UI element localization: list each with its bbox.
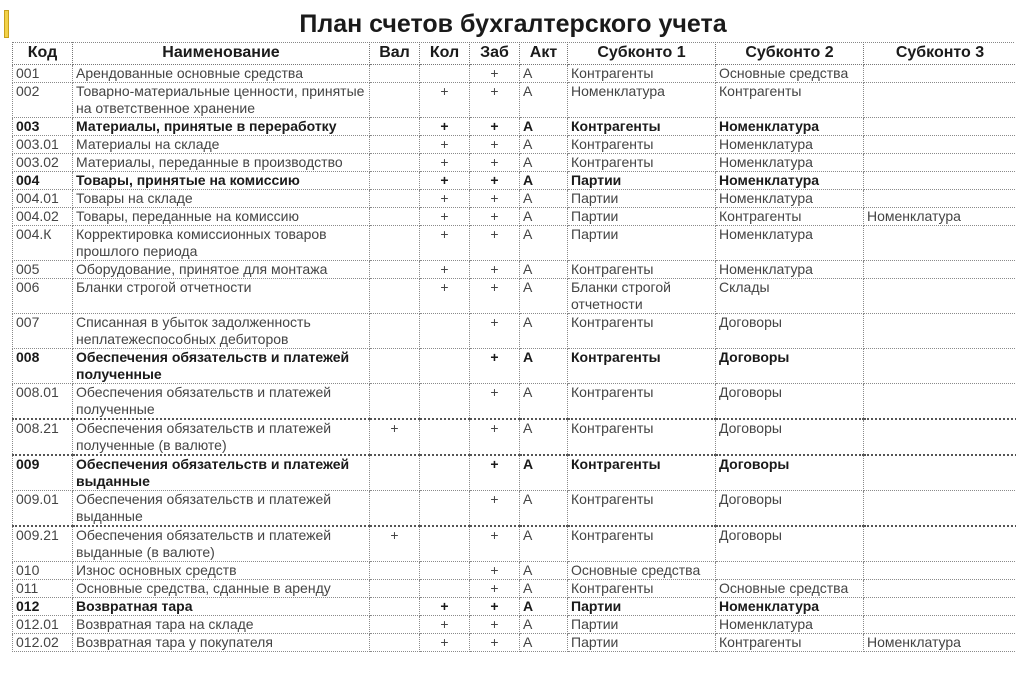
cell-subconto-1[interactable]: Партии (568, 598, 716, 616)
cell-type[interactable]: А (520, 208, 568, 226)
cell-currency[interactable] (370, 154, 420, 172)
cell-currency[interactable] (370, 226, 420, 261)
cell-type[interactable]: А (520, 279, 568, 314)
cell-code[interactable]: 006 (13, 279, 73, 314)
table-row (13, 455, 1016, 491)
cell-quantity[interactable] (420, 384, 470, 420)
cell-off-balance[interactable]: + (470, 279, 520, 314)
cell-subconto-3[interactable] (864, 172, 1016, 190)
column-header-subconto-3[interactable]: Субконто 3 (864, 42, 1016, 65)
table-row (13, 526, 1016, 562)
cell-name[interactable]: Обеспечения обязательств и платежей полученные (в валюте) (73, 419, 370, 455)
cell-currency[interactable]: + (370, 526, 420, 562)
cell-subconto-1[interactable]: Номенклатура (568, 83, 716, 118)
cell-subconto-3[interactable] (864, 154, 1016, 172)
cell-code[interactable]: 004.01 (13, 190, 73, 208)
cell-currency[interactable] (370, 491, 420, 527)
cell-subconto-1[interactable]: Партии (568, 616, 716, 634)
cell-subconto-2[interactable]: Договоры (716, 491, 864, 527)
cell-type[interactable]: А (520, 419, 568, 455)
cell-type[interactable]: А (520, 261, 568, 279)
cell-quantity[interactable]: + (420, 154, 470, 172)
cell-currency[interactable] (370, 314, 420, 349)
cell-currency[interactable] (370, 65, 420, 83)
cell-code[interactable]: 008.21 (13, 419, 73, 455)
cell-subconto-2[interactable]: Контрагенты (716, 634, 864, 652)
cell-subconto-2[interactable]: Основные средства (716, 580, 864, 598)
cell-name[interactable]: Возвратная тара (73, 598, 370, 616)
column-header-currency[interactable]: Вал (370, 42, 420, 65)
cell-type[interactable]: А (520, 226, 568, 261)
cell-subconto-2[interactable]: Основные средства (716, 65, 864, 83)
cell-name[interactable]: Материалы, переданные в производство (73, 154, 370, 172)
cell-quantity[interactable] (420, 562, 470, 580)
cell-off-balance[interactable]: + (470, 154, 520, 172)
cell-type[interactable]: А (520, 491, 568, 527)
cell-currency[interactable] (370, 261, 420, 279)
cell-currency[interactable]: + (370, 419, 420, 455)
cell-type[interactable]: А (520, 172, 568, 190)
cell-name[interactable]: Оборудование, принятое для монтажа (73, 261, 370, 279)
cell-code[interactable]: 007 (13, 314, 73, 349)
cell-currency[interactable] (370, 616, 420, 634)
cell-name[interactable]: Обеспечения обязательств и платежей полученные (73, 349, 370, 384)
cell-code[interactable]: 009.21 (13, 526, 73, 562)
table-row (13, 562, 1016, 580)
cell-currency[interactable] (370, 634, 420, 652)
cell-subconto-1[interactable]: Бланки строгой отчетности (568, 279, 716, 314)
cell-off-balance[interactable]: + (470, 491, 520, 527)
active-cell-marker[interactable] (4, 10, 9, 38)
column-header-off-balance[interactable]: Заб (470, 42, 520, 65)
column-header-quantity[interactable]: Кол (420, 42, 470, 65)
cell-type[interactable]: А (520, 384, 568, 420)
cell-subconto-2[interactable]: Номенклатура (716, 154, 864, 172)
cell-type[interactable]: А (520, 455, 568, 491)
cell-currency[interactable] (370, 279, 420, 314)
cell-off-balance[interactable]: + (470, 616, 520, 634)
cell-subconto-2[interactable]: Договоры (716, 455, 864, 491)
cell-code[interactable]: 003.01 (13, 136, 73, 154)
cell-code[interactable]: 011 (13, 580, 73, 598)
cell-type[interactable]: А (520, 65, 568, 83)
cell-quantity[interactable] (420, 349, 470, 384)
table-row (13, 384, 1016, 420)
cell-subconto-3[interactable] (864, 314, 1016, 349)
cell-off-balance[interactable]: + (470, 455, 520, 491)
cell-type[interactable]: А (520, 118, 568, 136)
cell-name[interactable]: Обеспечения обязательств и платежей полученные (73, 384, 370, 420)
cell-quantity[interactable]: + (420, 172, 470, 190)
cell-subconto-3[interactable] (864, 226, 1016, 261)
cell-name[interactable]: Товары на складе (73, 190, 370, 208)
cell-code[interactable]: 012.01 (13, 616, 73, 634)
cell-quantity[interactable] (420, 419, 470, 455)
cell-subconto-1[interactable]: Контрагенты (568, 526, 716, 562)
cell-code[interactable]: 004.02 (13, 208, 73, 226)
cell-subconto-2[interactable]: Номенклатура (716, 172, 864, 190)
cell-quantity[interactable]: + (420, 118, 470, 136)
cell-quantity[interactable]: + (420, 634, 470, 652)
cell-type[interactable]: А (520, 314, 568, 349)
cell-off-balance[interactable]: + (470, 190, 520, 208)
table-row (13, 616, 1016, 634)
cell-name[interactable]: Основные средства, сданные в аренду (73, 580, 370, 598)
column-header-subconto-2[interactable]: Субконто 2 (716, 42, 864, 65)
cell-off-balance[interactable]: + (470, 208, 520, 226)
cell-code[interactable]: 002 (13, 83, 73, 118)
cell-subconto-1[interactable]: Контрагенты (568, 384, 716, 420)
cell-subconto-1[interactable]: Партии (568, 190, 716, 208)
cell-subconto-2[interactable]: Номенклатура (716, 261, 864, 279)
table-row (13, 118, 1016, 136)
cell-type[interactable]: А (520, 562, 568, 580)
cell-subconto-2[interactable]: Договоры (716, 526, 864, 562)
cell-off-balance[interactable]: + (470, 580, 520, 598)
cell-subconto-2[interactable] (716, 562, 864, 580)
cell-off-balance[interactable]: + (470, 172, 520, 190)
cell-quantity[interactable] (420, 580, 470, 598)
cell-subconto-3[interactable]: Номенклатура (864, 208, 1016, 226)
cell-subconto-2[interactable]: Контрагенты (716, 208, 864, 226)
cell-subconto-3[interactable] (864, 118, 1016, 136)
chart-of-accounts-table (12, 42, 1016, 652)
cell-subconto-1[interactable]: Контрагенты (568, 580, 716, 598)
table-body (13, 65, 1016, 652)
cell-code[interactable]: 004 (13, 172, 73, 190)
cell-type[interactable]: А (520, 580, 568, 598)
cell-currency[interactable] (370, 349, 420, 384)
cell-quantity[interactable]: + (420, 83, 470, 118)
cell-name[interactable]: Обеспечения обязательств и платежей выданные (73, 491, 370, 527)
cell-name[interactable]: Обеспечения обязательств и платежей выданные (в валюте) (73, 526, 370, 562)
table-row (13, 634, 1016, 652)
cell-currency[interactable] (370, 562, 420, 580)
cell-off-balance[interactable]: + (470, 634, 520, 652)
cell-currency[interactable] (370, 455, 420, 491)
table-row (13, 419, 1016, 455)
cell-subconto-1[interactable]: Контрагенты (568, 261, 716, 279)
cell-off-balance[interactable]: + (470, 526, 520, 562)
cell-subconto-3[interactable] (864, 616, 1016, 634)
header-row (13, 42, 1016, 65)
cell-subconto-1[interactable]: Контрагенты (568, 118, 716, 136)
cell-type[interactable]: А (520, 136, 568, 154)
cell-currency[interactable] (370, 118, 420, 136)
cell-code[interactable]: 010 (13, 562, 73, 580)
cell-name[interactable]: Бланки строгой отчетности (73, 279, 370, 314)
table-row (13, 172, 1016, 190)
table-row (13, 279, 1016, 314)
cell-type[interactable]: А (520, 154, 568, 172)
cell-subconto-2[interactable]: Договоры (716, 349, 864, 384)
cell-type[interactable]: А (520, 349, 568, 384)
cell-quantity[interactable] (420, 526, 470, 562)
cell-subconto-2[interactable]: Номенклатура (716, 118, 864, 136)
cell-subconto-1[interactable]: Контрагенты (568, 314, 716, 349)
cell-code[interactable]: 009 (13, 455, 73, 491)
cell-subconto-1[interactable]: Партии (568, 172, 716, 190)
cell-off-balance[interactable]: + (470, 384, 520, 420)
column-header-code[interactable]: Код (13, 42, 73, 65)
table-row (13, 314, 1016, 349)
cell-name[interactable]: Материалы, принятые в переработку (73, 118, 370, 136)
cell-off-balance[interactable]: + (470, 261, 520, 279)
cell-currency[interactable] (370, 83, 420, 118)
cell-subconto-2[interactable]: Номенклатура (716, 598, 864, 616)
cell-code[interactable]: 008 (13, 349, 73, 384)
table-row (13, 580, 1016, 598)
cell-code[interactable]: 004.К (13, 226, 73, 261)
cell-currency[interactable] (370, 598, 420, 616)
cell-subconto-3[interactable] (864, 598, 1016, 616)
cell-subconto-1[interactable]: Партии (568, 208, 716, 226)
cell-code[interactable]: 012.02 (13, 634, 73, 652)
cell-name[interactable]: Материалы на складе (73, 136, 370, 154)
cell-quantity[interactable] (420, 314, 470, 349)
cell-subconto-3[interactable] (864, 136, 1016, 154)
column-header-type[interactable]: Акт (520, 42, 568, 65)
cell-subconto-2[interactable]: Номенклатура (716, 136, 864, 154)
cell-subconto-1[interactable]: Контрагенты (568, 65, 716, 83)
cell-off-balance[interactable]: + (470, 83, 520, 118)
cell-currency[interactable] (370, 208, 420, 226)
cell-type[interactable]: А (520, 83, 568, 118)
cell-off-balance[interactable]: + (470, 65, 520, 83)
cell-code[interactable]: 009.01 (13, 491, 73, 527)
cell-code[interactable]: 005 (13, 261, 73, 279)
cell-off-balance[interactable]: + (470, 598, 520, 616)
cell-off-balance[interactable]: + (470, 562, 520, 580)
cell-subconto-2[interactable]: Номенклатура (716, 616, 864, 634)
cell-subconto-3[interactable] (864, 279, 1016, 314)
cell-subconto-3[interactable] (864, 419, 1016, 455)
cell-name[interactable]: Корректировка комиссионных товаров прошлого периода (73, 226, 370, 261)
cell-off-balance[interactable]: + (470, 136, 520, 154)
cell-name[interactable]: Возвратная тара у покупателя (73, 634, 370, 652)
cell-subconto-1[interactable]: Контрагенты (568, 491, 716, 527)
table-row (13, 491, 1016, 527)
cell-code[interactable]: 003.02 (13, 154, 73, 172)
cell-subconto-2[interactable]: Номенклатура (716, 226, 864, 261)
cell-off-balance[interactable]: + (470, 226, 520, 261)
cell-subconto-2[interactable]: Договоры (716, 384, 864, 420)
cell-type[interactable]: А (520, 616, 568, 634)
cell-type[interactable]: А (520, 526, 568, 562)
cell-name[interactable]: Товарно-материальные ценности, принятые на ответственное хранение (73, 83, 370, 118)
cell-subconto-3[interactable] (864, 349, 1016, 384)
cell-currency[interactable] (370, 172, 420, 190)
cell-quantity[interactable]: + (420, 261, 470, 279)
cell-subconto-3[interactable] (864, 65, 1016, 83)
cell-name[interactable]: Износ основных средств (73, 562, 370, 580)
table-row (13, 83, 1016, 118)
cell-subconto-3[interactable] (864, 580, 1016, 598)
cell-name[interactable]: Возвратная тара на складе (73, 616, 370, 634)
cell-subconto-1[interactable]: Партии (568, 634, 716, 652)
cell-off-balance[interactable]: + (470, 118, 520, 136)
cell-subconto-3[interactable] (864, 261, 1016, 279)
table-row (13, 349, 1016, 384)
cell-subconto-2[interactable]: Контрагенты (716, 83, 864, 118)
report-title: План счетов бухгалтерского учета (12, 6, 1014, 43)
cell-subconto-3[interactable] (864, 491, 1016, 527)
table-row (13, 65, 1016, 83)
cell-subconto-2[interactable]: Договоры (716, 314, 864, 349)
cell-subconto-1[interactable]: Основные средства (568, 562, 716, 580)
cell-type[interactable]: А (520, 634, 568, 652)
cell-off-balance[interactable]: + (470, 419, 520, 455)
cell-subconto-1[interactable]: Контрагенты (568, 455, 716, 491)
cell-name[interactable]: Товары, переданные на комиссию (73, 208, 370, 226)
cell-quantity[interactable]: + (420, 136, 470, 154)
cell-code[interactable]: 001 (13, 65, 73, 83)
table-row (13, 154, 1016, 172)
cell-type[interactable]: А (520, 598, 568, 616)
cell-subconto-3[interactable]: Номенклатура (864, 634, 1016, 652)
cell-subconto-1[interactable]: Партии (568, 226, 716, 261)
cell-quantity[interactable]: + (420, 226, 470, 261)
cell-currency[interactable] (370, 580, 420, 598)
table-row (13, 190, 1016, 208)
column-header-name[interactable]: Наименование (73, 42, 370, 65)
cell-quantity[interactable] (420, 491, 470, 527)
cell-code[interactable]: 008.01 (13, 384, 73, 420)
cell-subconto-1[interactable]: Контрагенты (568, 154, 716, 172)
cell-name[interactable]: Обеспечения обязательств и платежей выданные (73, 455, 370, 491)
table-row (13, 226, 1016, 261)
table-row (13, 208, 1016, 226)
cell-quantity[interactable]: + (420, 598, 470, 616)
cell-subconto-2[interactable]: Номенклатура (716, 190, 864, 208)
table-row (13, 261, 1016, 279)
cell-subconto-1[interactable]: Контрагенты (568, 349, 716, 384)
table-row (13, 598, 1016, 616)
cell-subconto-3[interactable] (864, 526, 1016, 562)
cell-currency[interactable] (370, 384, 420, 420)
cell-code[interactable]: 012 (13, 598, 73, 616)
cell-subconto-2[interactable]: Договоры (716, 419, 864, 455)
cell-subconto-3[interactable] (864, 562, 1016, 580)
cell-currency[interactable] (370, 190, 420, 208)
cell-code[interactable]: 003 (13, 118, 73, 136)
cell-quantity[interactable] (420, 455, 470, 491)
cell-quantity[interactable]: + (420, 208, 470, 226)
cell-type[interactable]: А (520, 190, 568, 208)
cell-subconto-1[interactable]: Контрагенты (568, 136, 716, 154)
cell-subconto-3[interactable] (864, 455, 1016, 491)
cell-name[interactable]: Товары, принятые на комиссию (73, 172, 370, 190)
cell-name[interactable]: Арендованные основные средства (73, 65, 370, 83)
cell-quantity[interactable] (420, 65, 470, 83)
cell-name[interactable]: Списанная в убыток задолженность неплатежеспособных дебиторов (73, 314, 370, 349)
cell-off-balance[interactable]: + (470, 314, 520, 349)
cell-subconto-1[interactable]: Контрагенты (568, 419, 716, 455)
cell-off-balance[interactable]: + (470, 349, 520, 384)
cell-quantity[interactable]: + (420, 190, 470, 208)
cell-quantity[interactable]: + (420, 616, 470, 634)
cell-currency[interactable] (370, 136, 420, 154)
cell-quantity[interactable]: + (420, 279, 470, 314)
column-header-subconto-1[interactable]: Субконто 1 (568, 42, 716, 65)
cell-subconto-3[interactable] (864, 190, 1016, 208)
table-row (13, 136, 1016, 154)
cell-subconto-2[interactable]: Склады (716, 279, 864, 314)
cell-subconto-3[interactable] (864, 83, 1016, 118)
cell-subconto-3[interactable] (864, 384, 1016, 420)
